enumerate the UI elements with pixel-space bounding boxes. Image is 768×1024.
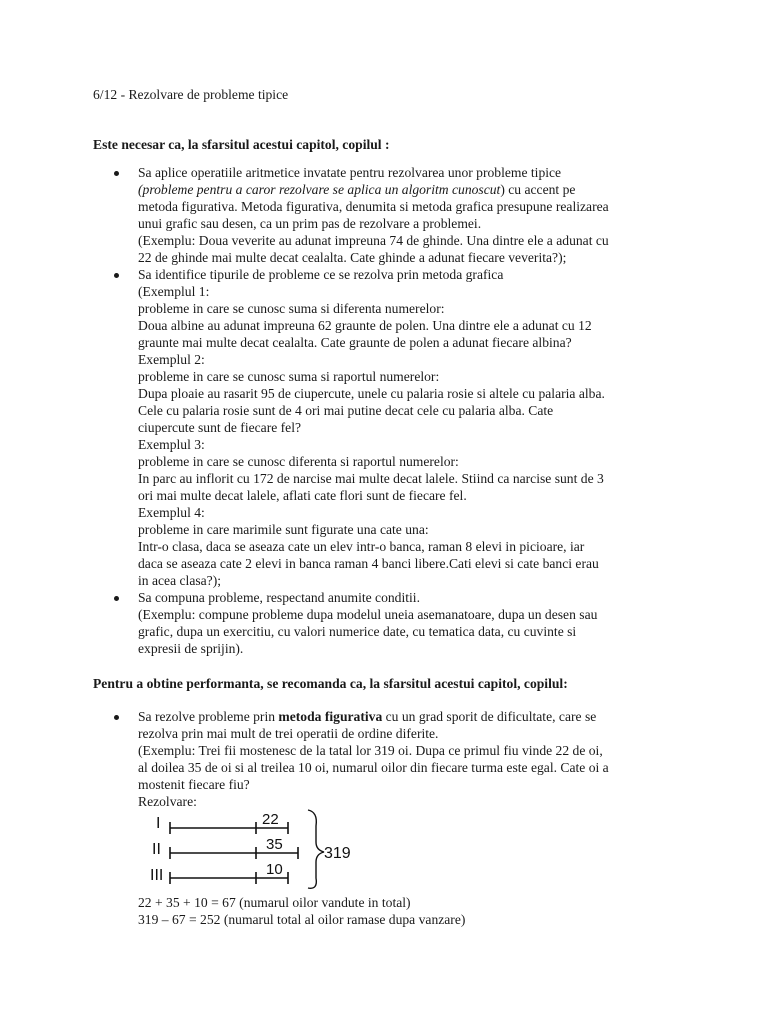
- segment-label: I: [156, 815, 161, 832]
- list-item: [110, 164, 690, 266]
- segment-label: III: [150, 867, 164, 884]
- performance-title: Pentru a obtine performanta, se recomanda ca, la sfarsitul acestui capitol, copilul:: [93, 676, 568, 691]
- text-line: probleme in care se cunosc diferenta si raportul numerelor:: [138, 454, 459, 469]
- bullet-icon: [114, 171, 119, 176]
- bullet-icon: [114, 273, 119, 278]
- calculation-line: 22 + 35 + 10 = 67 (numarul oilor vandute in total): [138, 895, 411, 910]
- page-heading: 6/12 - Rezolvare de probleme tipice: [93, 87, 289, 102]
- performance-list: [110, 708, 690, 810]
- text-line: rezolva prin mai mult de trei operatii de ordine diferite.: [138, 726, 439, 741]
- text-line: ciupercute sunt de fiecare fel?: [138, 420, 302, 435]
- text-line: (Exemplu: compune probleme dupa modelul uneia asemanatoare, dupa un desen sau: [138, 607, 598, 622]
- text-line: in acea clasa?);: [138, 573, 222, 588]
- objectives-list: [110, 164, 690, 657]
- text-line: probleme in care se cunosc suma si raportul numerelor:: [138, 369, 440, 384]
- text-line: probleme in care marimile sunt figurate una cate una:: [138, 522, 429, 537]
- text-line: unui grafic sau desen, ca un prim pas de rezolvare a problemei.: [138, 216, 482, 231]
- bullet-icon: [114, 715, 119, 720]
- text-line: Dupa ploaie au rasarit 95 de ciupercute, unele cu palaria rosie si altele cu palaria alba.: [138, 386, 605, 401]
- bullet-icon: [114, 596, 119, 601]
- text-line: (Exemplu: Doua veverite au adunat impreuna 74 de ghinde. Una dintre ele a adunat cu: [138, 233, 609, 248]
- brace-icon: [308, 810, 324, 888]
- text-fragment: Sa rezolve probleme prin: [138, 709, 279, 724]
- bold-text: metoda figurativa: [278, 709, 383, 724]
- text-line: (Exemplul 1:: [138, 284, 210, 299]
- text-line: 22 de ghinde mai multe decat cealalta. Cate ghinde a adunat fiecare veverita?);: [138, 250, 567, 265]
- text-line: metoda figurativa. Metoda figurativa, denumita si metoda grafica presupune realizarea: [138, 199, 609, 214]
- text-line: ori mai multe decat lalele, aflati cate flori sunt de fiecare fel.: [138, 488, 467, 503]
- text-line: Rezolvare:: [138, 794, 197, 809]
- text-line: probleme in care se cunosc suma si diferenta numerelor:: [138, 301, 445, 316]
- list-item: [110, 266, 690, 589]
- text-line: Intr-o clasa, daca se aseaza cate un elev intr-o banca, raman 8 elevi in picioare, iar: [138, 539, 585, 554]
- list-item: [110, 708, 690, 810]
- text-fragment: cu un grad sporit de dificultate, care se: [382, 709, 597, 724]
- text-line: Sa aplice operatiile aritmetice invatate pentru rezolvarea unor probleme tipice: [138, 165, 562, 180]
- text-line: In parc au inflorit cu 172 de narcise mai multe decat lalele. Stiind ca narcise sunt de 3: [138, 471, 604, 486]
- text-line: Exemplul 2:: [138, 352, 205, 367]
- text-line: al doilea 35 de oi si al treilea 10 oi, numarul oilor din fiecare turma este egal. Cate oi a: [138, 760, 609, 775]
- list-item: [110, 589, 690, 657]
- segment-diagram: [148, 808, 368, 890]
- text-line: daca se aseaza cate 2 elevi in banca raman 4 banci libere.Cati elevi si cate banci erau: [138, 556, 599, 571]
- text-line: [138, 708, 690, 725]
- text-line: Sa identifice tipurile de probleme ce se rezolva prin metoda grafica: [138, 267, 504, 282]
- segment-extra-label: 10: [266, 861, 283, 878]
- objectives-title: Este necesar ca, la sfarsitul acestui capitol, copilul :: [93, 137, 390, 152]
- segment-extra-label: 22: [262, 811, 279, 828]
- total-label: 319: [324, 845, 351, 862]
- text-line: grafic, dupa un exercitiu, cu valori numerice date, cu tematica data, cu cuvinte si: [138, 624, 577, 639]
- calculation-line: 319 – 67 = 252 (numarul total al oilor ramase dupa vanzare): [138, 912, 466, 927]
- segment-label: II: [152, 841, 161, 858]
- text-line: [138, 181, 690, 198]
- text-line: Doua albine au adunat impreuna 62 graunte de polen. Una dintre ele a adunat cu 12: [138, 318, 592, 333]
- text-line: Cele cu palaria rosie sunt de 4 ori mai putine decat cele cu palaria alba. Cate: [138, 403, 554, 418]
- segment-extra-label: 35: [266, 836, 283, 853]
- italic-text: (probleme pentru a caror rezolvare se aplica un algoritm cunoscut: [138, 182, 501, 197]
- text-fragment: ) cu accent pe: [500, 182, 576, 197]
- text-line: Sa compuna probleme, respectand anumite conditii.: [138, 590, 420, 605]
- calculation-block: [138, 894, 465, 928]
- text-line: expresii de sprijin).: [138, 641, 244, 656]
- text-line: (Exemplu: Trei fii mostenesc de la tatal lor 319 oi. Dupa ce primul fiu vinde 22 de oi,: [138, 743, 603, 758]
- text-line: Exemplul 3:: [138, 437, 205, 452]
- text-line: Exemplul 4:: [138, 505, 205, 520]
- text-line: mostenit fiecare fiu?: [138, 777, 250, 792]
- text-line: graunte mai multe decat cealalta. Cate graunte de polen a adunat fiecare albina?: [138, 335, 572, 350]
